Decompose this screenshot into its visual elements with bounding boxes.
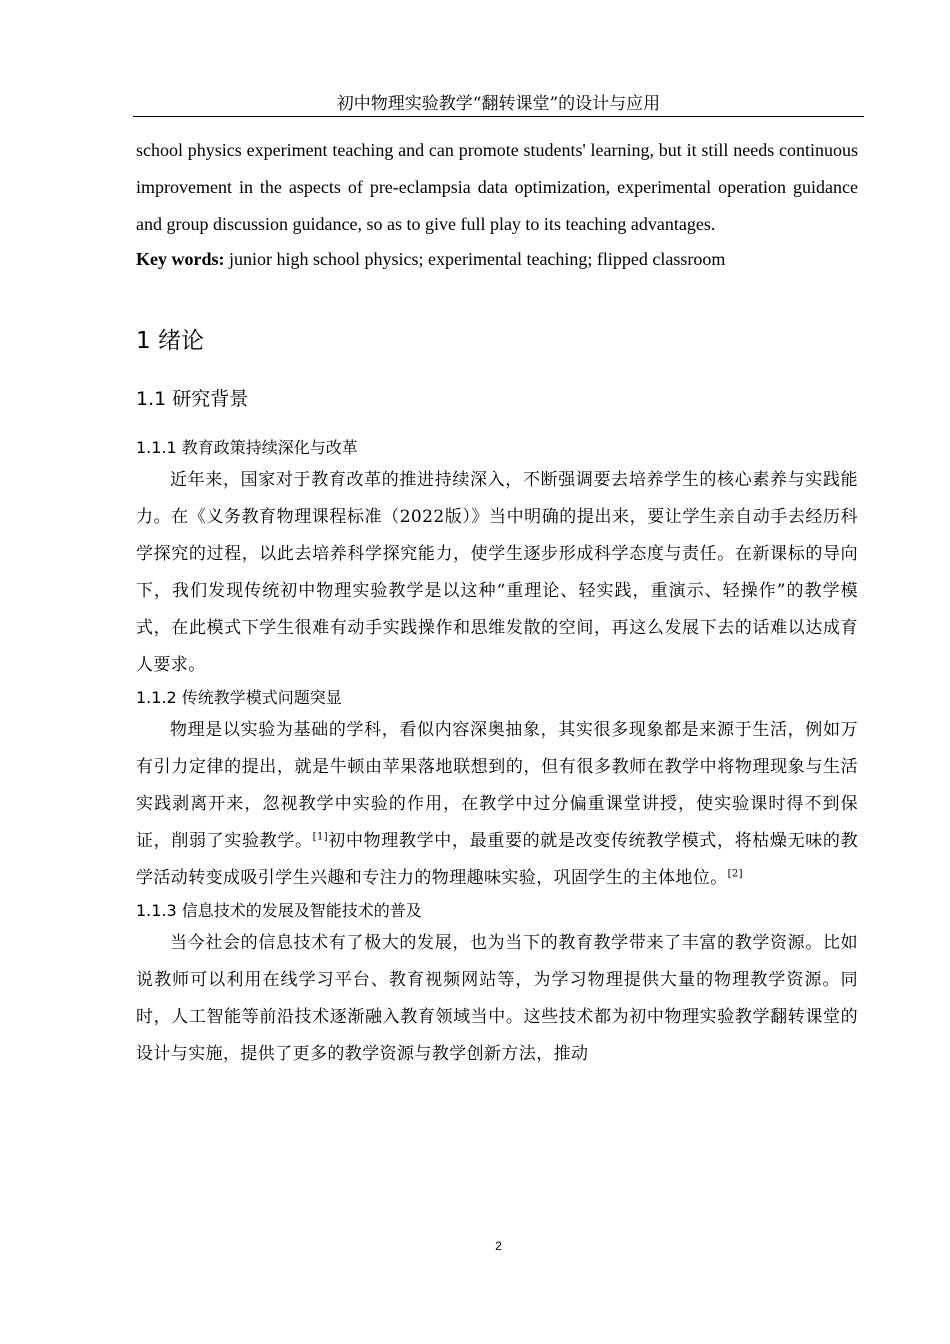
citation-marker: [1] bbox=[312, 831, 329, 843]
page-number: 2 bbox=[495, 1239, 502, 1253]
header-rule bbox=[133, 116, 864, 117]
section-heading: 1.1 研究背景 bbox=[136, 388, 249, 410]
body-paragraph: 当今社会的信息技术有了极大的发展，也为当下的教育教学带来了丰富的教学资源。比如说教师可以利用在线学习平台、教育视频网站等，为学习物理提供大量的物理教学资源。同时，人工智能等前沿技术逐渐融入教育领域当中。这些技术都为初中物理实验教学翻转课堂的设计与实施，提供了更多的教学资源与教学创新方法，推动 bbox=[136, 933, 858, 1064]
subsection-heading: 1.1.3 信息技术的发展及智能技术的普及 bbox=[136, 901, 422, 920]
citation-marker: [2] bbox=[727, 868, 743, 880]
subsection-heading: 1.1.2 传统教学模式问题突显 bbox=[136, 688, 342, 707]
paragraph-text: 初中物理教学中，最重要的就是改变传统教学模式，将枯燥无味的教学活动转变成吸引学生兴趣和专注力的物理趣味实验，巩固学生的主体地位。 bbox=[136, 831, 858, 888]
running-header: 初中物理实验教学“翻转课堂”的设计与应用 bbox=[336, 94, 661, 114]
chapter-heading: 1 绪论 bbox=[136, 328, 204, 354]
keywords-text: junior high school physics; experimental teaching; flipped classroom bbox=[224, 249, 726, 269]
keywords-label: Key words: bbox=[136, 249, 225, 269]
page-content bbox=[136, 132, 858, 1073]
paragraph-text: 物理是以实验为基础的学科，看似内容深奥抽象，其实很多现象都是来源于生活，例如万有引力定律的提出，就是牛顿由苹果落地联想到的，但有很多教师在教学中将物理现象与生活实践剥离开来，忽视教学中实验的作用，在教学中过分偏重课堂讲授，使实验课时得不到保证，削弱了实验教学。 bbox=[136, 720, 858, 851]
body-paragraph: 近年来，国家对于教育改革的推进持续深入，不断强调要去培养学生的核心素养与实践能力。在《义务教育物理课程标准（2022版）》当中明确的提出来，要让学生亲自动手去经历科学探究的过程，以此去培养科学探究能力，使学生逐步形成科学态度与责任。在新课标的导向下，我们发现传统初中物理实验教学是以这种“重理论、轻实践，重演示、轻操作”的教学模式，在此模式下学生很难有动手实践操作和思维发散的空间，再这么发展下去的话难以达成育人要求。 bbox=[136, 470, 858, 675]
abstract-continuation: school physics experiment teaching and can promote students' learning, but it still needs continuous improvement in the aspects of pre-eclampsia data optimization, experimental operation guidance and group discussion guidance, so as to give full play to its teaching advantages. bbox=[136, 140, 858, 234]
subsection-heading: 1.1.1 教育政策持续深化与改革 bbox=[136, 438, 358, 457]
body-paragraph bbox=[136, 712, 858, 897]
keywords-line bbox=[136, 243, 858, 275]
